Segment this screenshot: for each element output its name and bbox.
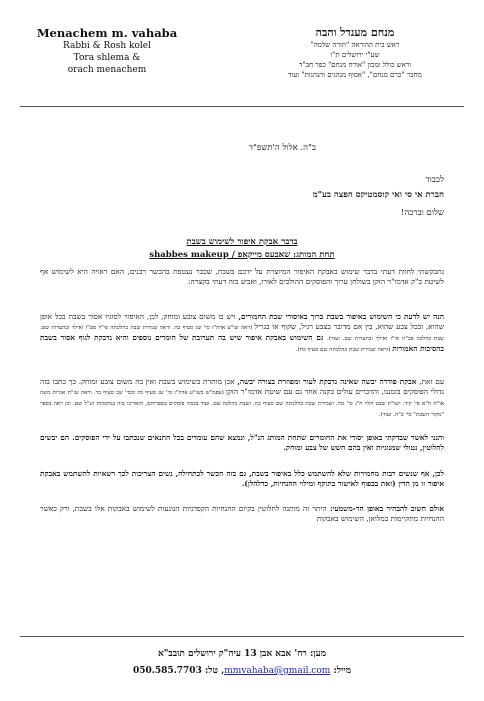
paragraph-5 — [40, 469, 444, 490]
paragraph-4 — [40, 433, 444, 454]
hebrew-title-line-4: מחבר "כרם מנחם", "אסוף מנהגים והנהגות" ועוד — [288, 71, 422, 79]
rabbi-name-hebrew: מנחם מענדל והבה — [315, 26, 395, 39]
paragraph-6-bold-1: אולם חשוב להבהיר באופן חד-משמעי: — [326, 504, 444, 513]
paragraph-5-bold-1: לכן, אף שנשים רבות מחמירות שלא להשתמש כלל באיפור בשבת, גם בזה הכשר לכתחילה, נשים הצריכות לכך רשאיות להשתמש באבקת איפור זו מן הדין (זאת בכפוף לאישור בתוקף ומילוי ההנחיות, כדלהלן). — [40, 469, 444, 489]
hebrew-title-line-3: וראש כולל ומכון "אורח מנחם" כפר חב"ד — [298, 61, 411, 69]
rabbi-name-english: Menachem m. vahaba — [36, 26, 178, 40]
footer-email-label: מייל: — [333, 666, 352, 676]
header-divider — [20, 106, 464, 107]
footer-address-value: רח' אבא אבן 13 עיה"ק ירושלים תובב"א — [157, 649, 307, 659]
recipient-block — [313, 173, 444, 203]
footer-address — [0, 648, 484, 659]
footer-divider — [20, 636, 464, 637]
paragraph-3-text-2: אכן מותרת בשימוש בשבת ואין בה משום צובע ומוחק. כך כתבו בזה גדולי הפוסקים בזמננו, והדברים עולים בקנה אחד גם עם שיטת אדמו"ר הזקן — [40, 377, 444, 397]
paragraph-2-text-1: ויש בו משום צובע ומוחק, לכן, האיפור לסוגיו אסור בשבת בכל אופן שהוא, ובכל צבע שהוא, בין אם מדובר בצבע רגיל, שקוף או בגריל — [40, 312, 444, 332]
paragraph-4-bold-1: והנני לאשר שבדקתי באופן יסודי את החומרים שתחת המותג הנ"ל, ונמצא שהם עומדים בכל התנאים שנכתבו על ידי הפוסקים. הם יבשים לחלוטין, נטולי שמנוניות ואין בהם חשש של צבע ומוחק. — [40, 433, 444, 453]
paragraph-3-source-1: (עפמ"ש בשו"ע אדה"ז סי' שג סעיף כה ובסי' שכ סעיף כד. וראה שו"ת אגרות משה או"ח ח"א סי' קיד. ושו"ת שבט הלוי ח"ג סי' מח. ושמירת שבת כהלכתה שם סעיף כח. ושבת כהלכה שם. ועוד בכמה פוסקים בספריהם, והאריכו בזה במקומות הנ"ל שם. וכן ראה בספר "מקור השבת" סי' כ"ה. ועוד). — [40, 390, 444, 419]
paragraph-3-bold-1: אבקת פודרה יבשה שאינה נדבקת לעור ומפוזרת בצורה יבשה, — [237, 377, 417, 386]
paragraph-6-text-1: היתר זה מותנה לחלוטין בקיום ההנחיות הקפדניות הנוגעות לשימוש באבקות אלו בשבת, ורק כאשר ההנחיות מתקיימות במלואן, השימוש באבקות — [40, 504, 444, 524]
greeting: שלום וברכה! — [400, 208, 444, 218]
hebrew-title-line-1: ראש בית ההוראה "תורה שלמה" — [310, 41, 400, 49]
title-line-1: Rabbi & Rosh kolel — [63, 41, 151, 51]
letter-date: ב"ה. אלול ה'תשפ"ד — [248, 143, 316, 153]
footer-phone-label: טל: — [204, 666, 218, 676]
title-line-3: orach menachem — [67, 65, 147, 75]
paragraph-2 — [40, 312, 444, 355]
footer-phone-value: 050.585.7703 — [132, 666, 202, 676]
paragraph-2-source-2: (וראה שמירת שבת כהלכתה שם סעיף כח). — [295, 347, 393, 354]
recipient-salutation: לכבוד — [425, 175, 444, 185]
subject-line-2: shabbes makeup / תחת המותג: שאבעס מייקאפ — [149, 250, 335, 260]
paragraph-3 — [40, 377, 444, 420]
paragraph-1 — [40, 267, 444, 288]
header-hebrew — [260, 26, 450, 80]
hebrew-title-line-2: שע"י ירושלים ת"ו — [330, 51, 380, 59]
header-english — [32, 26, 182, 76]
paragraph-3-text-1: עם זאת, — [416, 377, 444, 386]
footer-contact: מייל: mmvahaba@gmail.com, טל: 050.585.7703 — [132, 666, 352, 676]
title-line-2: Tora shlema & — [73, 53, 141, 63]
footer-address-label: מען: — [309, 649, 327, 659]
subject-line-1: בדבר אבקת איפור לשימוש בשבת — [186, 237, 298, 247]
paragraph-1-text: נתבקשתי לחוות דעתי בדבר שימוש באבקת האיפור המיוצרת על ידכם בשבת, שכבר נעטפת בהכשר רבנים, האם ראויה היא לשימוש אף לשיטת כ"ק אדמו"ר הזקן בשולחן ערוך והפוסקים ההולכים לאורו, ואביע בזה דעתי בקצרה: — [40, 267, 444, 287]
paragraph-2-source-1: (ראה שו"ע אדה"ז סי' שג סעיף כה. וראה שמירת שבת כהלכתה פי"ד סט"ז ואילך ובהערות שם. שבת כהלכה פכ"ח סי"ז ואילך ובהערות שם. ועוד). — [40, 325, 445, 343]
paragraph-2-bold-2: גם השימוש באבקת איפור שיש בה תערובת של חומרים נוספים והיא נדבקת לגוף אסור בשבת בהסיבות האמורות — [40, 333, 444, 354]
footer-email-link[interactable]: mmvahaba@gmail.com — [224, 666, 331, 676]
recipient-org: חברת אי סי ואי קוסמטיקס הפצה בע"מ — [312, 190, 444, 200]
paragraph-6 — [40, 504, 444, 525]
paragraph-2-bold-1: הנה יש לדעת כי השימוש באיפור בשבת כרוך באיסורי שבת החמורים, — [238, 312, 444, 321]
